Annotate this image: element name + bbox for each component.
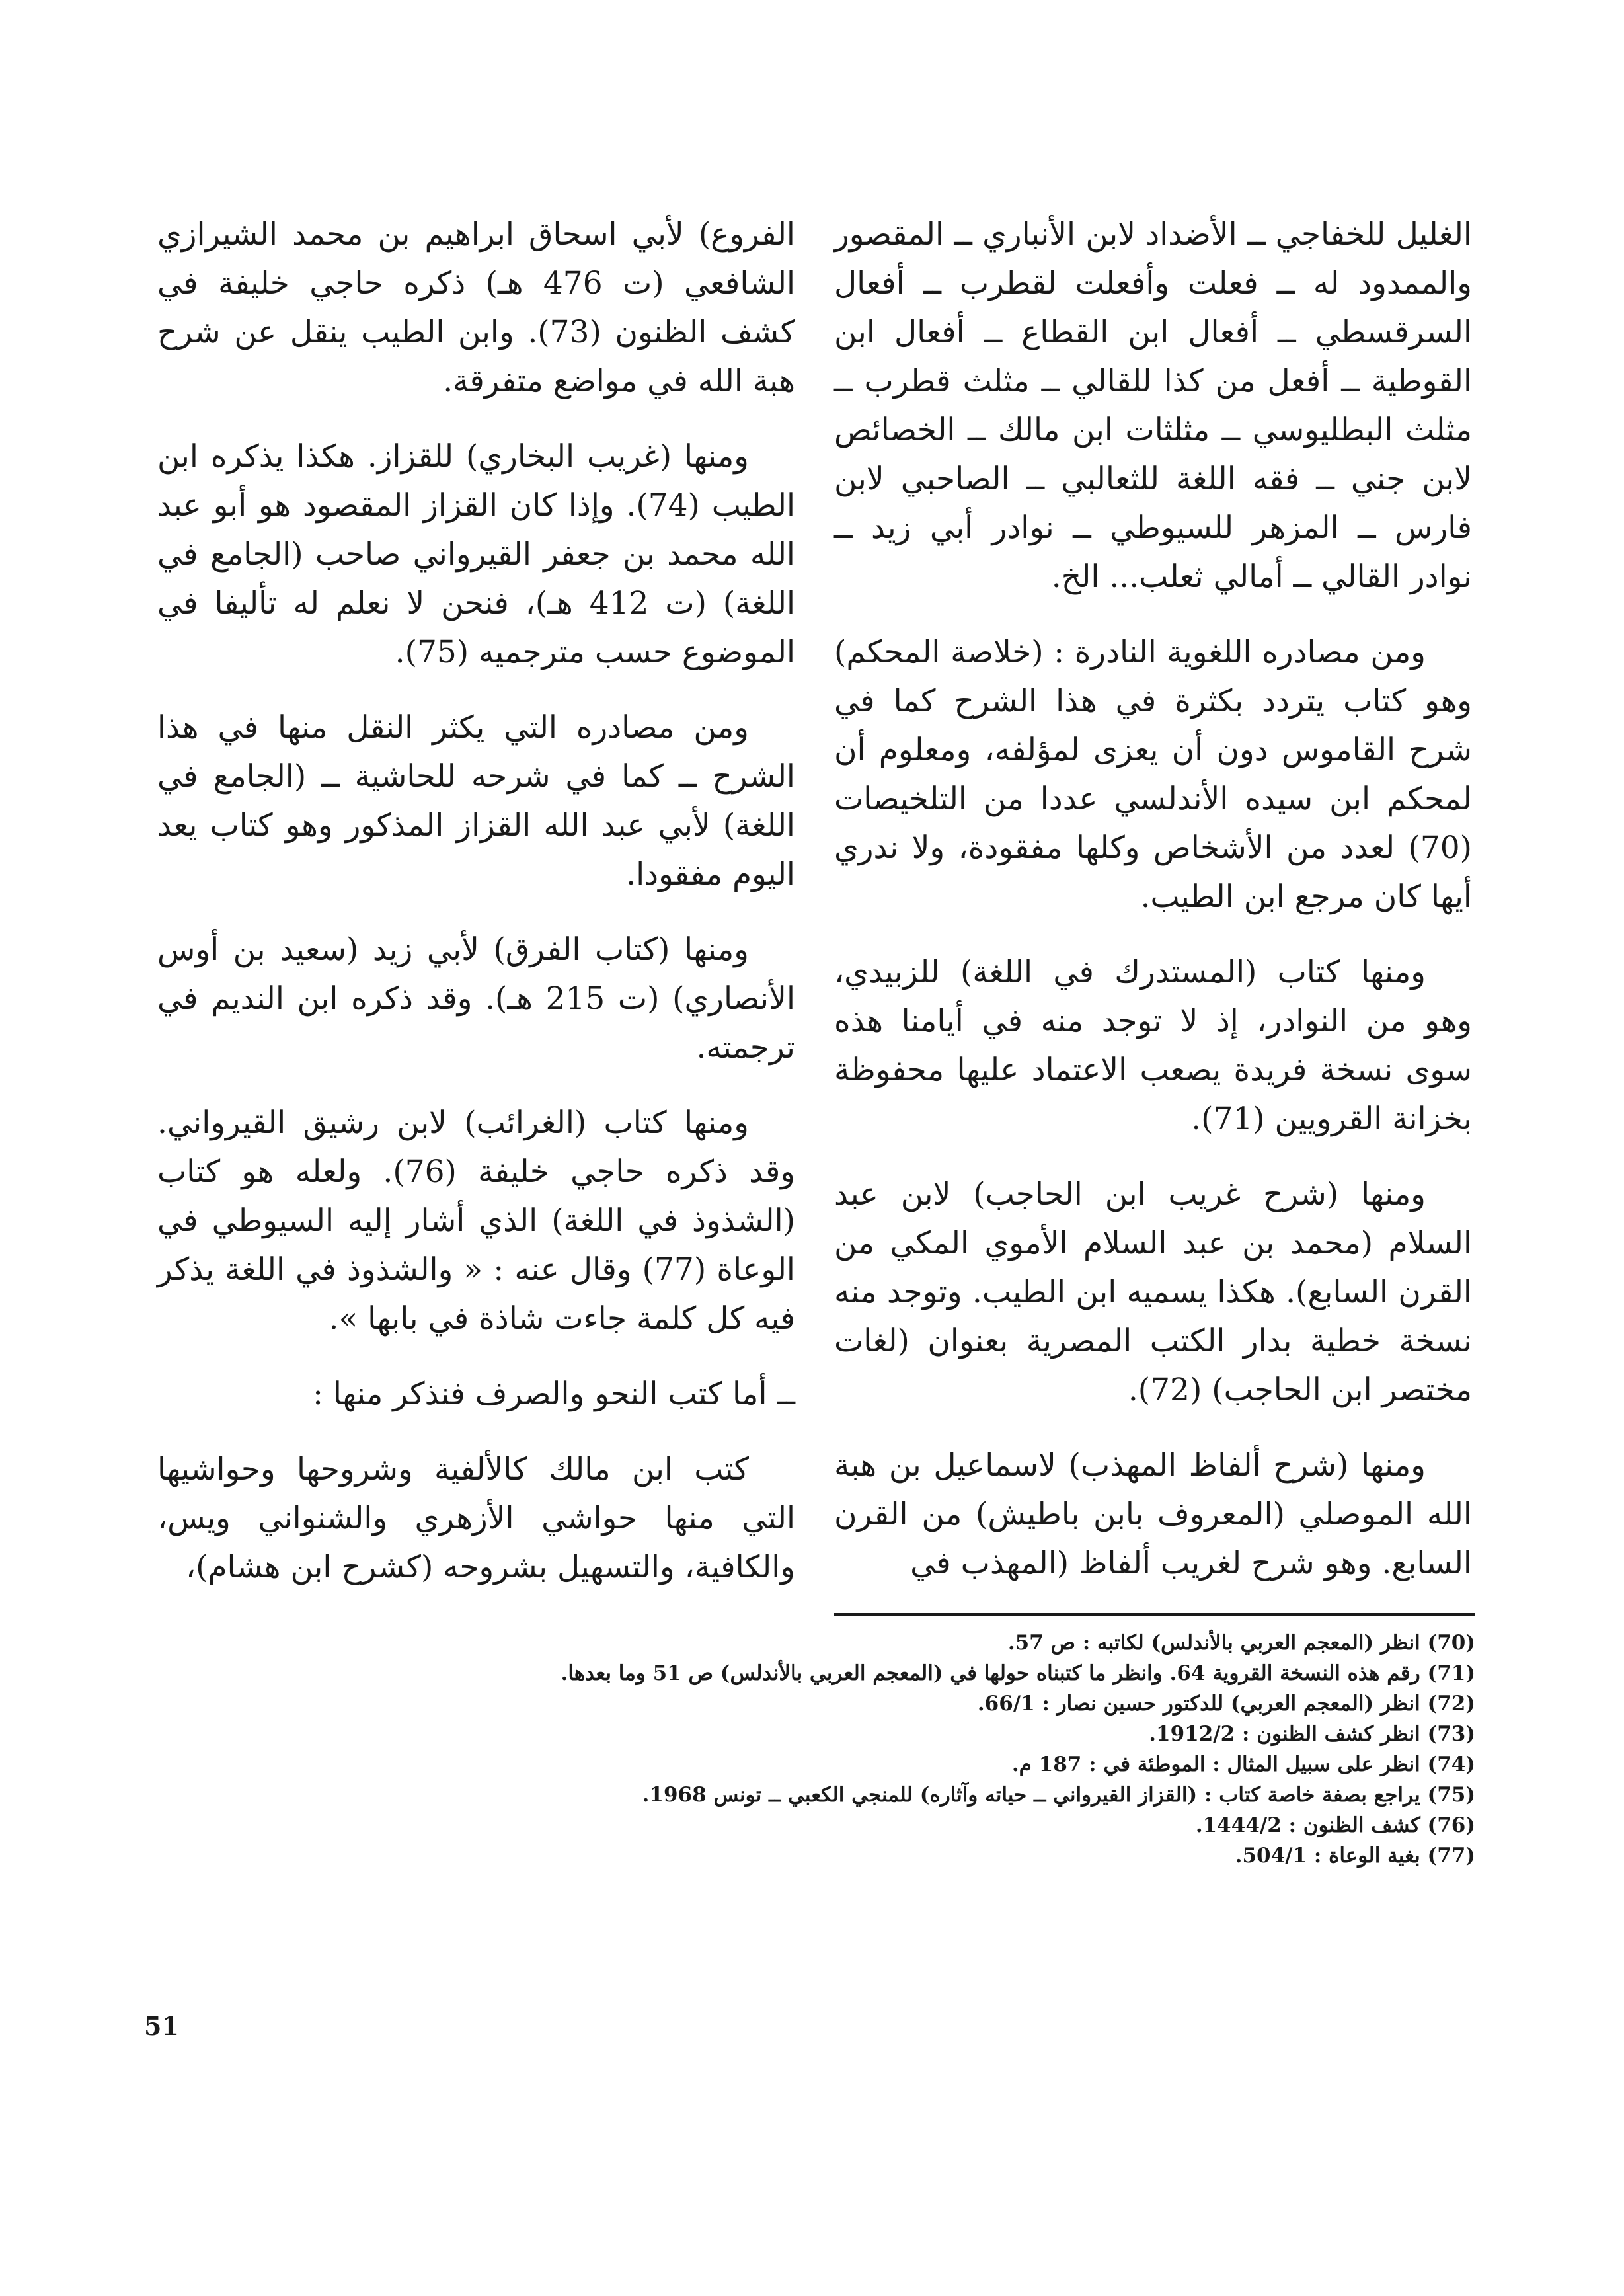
paragraph: ومنها (شرح غريب ابن الحاجب) لابن عبد السلام (محمد بن عبد السلام الأموي المكي من القرن السابع). هكذا يسميه ابن الطيب. وتوجد منه نسخة خطية بدار الكتب المصرية بعنوان (لغات مختصر ابن الحاجب) (72). [834,1176,1472,1408]
paragraph: الغليل للخفاجي ــ الأضداد لابن الأنباري ــ المقصور والممدود له ــ فعلت وأفعلت لقطرب ــ أفعال السرقسطي ــ أفعال ابن القطاع ــ أفعال ابن القوطية ــ أفعل من كذا للقالي ــ مثلث قطرب ــ مثلث البطليوسي ــ مثلثات ابن مالك ــ الخصائص لابن جني ــ فقه اللغة للثعالبي ــ الصاحبي لابن فارس ــ المزهر للسيوطي ــ نوادر أبي زيد ــ نوادر القالي ــ أمالي ثعلب... الخ. [834,216,1472,595]
paragraph: ومنها (شرح ألفاظ المهذب) لاسماعيل بن هبة الله الموصلي (المعروف بابن باطيش) من القرن السابع. وهو شرح لغريب ألفاظ (المهذب في [834,1447,1472,1581]
paragraph: ومن مصادره التي يكثر النقل منها في هذا الشرح ــ كما في شرحه للحاشية ــ (الجامع في اللغة) لأبي عبد الله القزاز المذكور وهو كتاب يعد اليوم مفقودا. [157,709,795,892]
paragraph: ومنها كتاب (المستدرك في اللغة) للزبيدي، وهو من النوادر، إذ لا توجد منه في أيامنا هذه سوى نسخة فريدة يصعب الاعتماد عليها محفوظة بخزانة القرويين (71). [834,954,1472,1137]
paragraph: ومنها (كتاب الفرق) لأبي زيد (سعيد بن أوس الأنصاري) (ت 215 هـ). وقد ذكره ابن النديم في ترجمته. [157,931,795,1066]
footnote: (73) انظر كشف الظنون : 1912/2. [1149,1722,1475,1746]
footnote: (71) رقم هذه النسخة القروية 64. وانظر ما كتبناه حولها في (المعجم العربي بالأندلس) ص 51 وما بعدها. [561,1661,1475,1685]
footnote: (72) انظر (المعجم العربي) للدكتور حسين نصار : 66/1. [977,1692,1475,1716]
right-column [834,210,1472,1614]
footnote: (75) يراجع بصفة خاصة كتاب : (القزاز القيرواني ــ حياته وآثاره) للمنجي الكعبي ــ تونس 1968. [642,1783,1475,1807]
footnote: (70) انظر (المعجم العربي بالأندلس) لكاتبه : ص 57. [1007,1631,1475,1655]
footnote: (77) بغية الوعاة : 504/1. [1235,1844,1475,1868]
footnote-separator [834,1613,1475,1616]
section-heading: ــ أما كتب النحو والصرف فنذكر منها : [313,1376,795,1412]
paragraph: الفروع) لأبي اسحاق ابراهيم بن محمد الشيرازي الشافعي (ت 476 هـ) ذكره حاجي خليفة في كشف الظنون (73). وابن الطيب ينقل عن شرح هبة الله في مواضع متفرقة. [157,216,796,399]
paragraph: ومنها (غريب البخاري) للقزاز. هكذا يذكره ابن الطيب (74). وإذا كان القزاز المقصود هو أبو عبد الله محمد بن جعفر القيرواني صاحب (الجامع في اللغة) (ت 412 هـ)، فنحن لا نعلم له تأليفا في الموضوع حسب مترجميه (75). [157,438,796,670]
footnote: (74) انظر على سبيل المثال : الموطئة في : 187 م. [1011,1753,1475,1776]
page-number: 51 [144,2011,179,2041]
footnotes [463,1628,1475,1871]
left-column [157,210,795,1618]
paragraph: ومن مصادره اللغوية النادرة : (خلاصة المحكم) وهو كتاب يتردد بكثرة في هذا الشرح كما في شرح القاموس دون أن يعزى لمؤلفه، ومعلوم أن لمحكم ابن سيده الأندلسي عددا من التلخيصات (70) لعدد من الأشخاص وكلها مفقودة، ولا ندري أيها كان مرجع ابن الطيب. [834,634,1472,915]
footnote: (76) كشف الظنون : 1444/2. [1195,1813,1475,1837]
paragraph: كتب ابن مالك كالألفية وشروحها وحواشيها التي منها حواشي الأزهري والشنواني ويس، والكافية، والتسهيل بشروحه (كشرح ابن هشام)، [157,1451,795,1585]
paragraph: ومنها كتاب (الغرائب) لابن رشيق القيرواني. وقد ذكره حاجي خليفة (76). ولعله هو كتاب (الشذوذ في اللغة) الذي أشار إليه السيوطي في الوعاة (77) وقال عنه : « والشذوذ في اللغة يذكر فيه كل كلمة جاءت شاذة في بابها ». [157,1105,795,1337]
